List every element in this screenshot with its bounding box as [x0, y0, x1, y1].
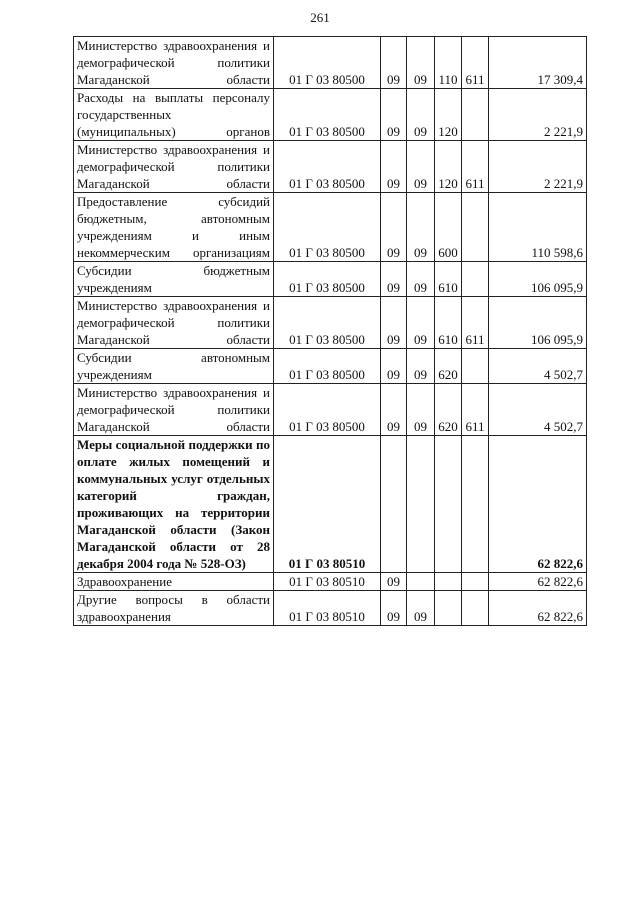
row-name-cell: Субсидии бюджетным учреждениям: [74, 262, 274, 297]
row-name-cell: Министерство здравоохранения и демографической политики Магаданской области: [74, 141, 274, 193]
admin-code-cell: [462, 262, 489, 297]
admin-code-cell: [462, 591, 489, 626]
table-row: [74, 349, 587, 384]
expense-type-cell: 620: [435, 349, 462, 384]
target-code-cell: 01 Г 03 80500: [274, 384, 381, 436]
section-cell: [381, 436, 407, 573]
target-code-cell: 01 Г 03 80500: [274, 193, 381, 262]
amount-cell: 17 309,4: [489, 37, 587, 89]
amount-cell: 106 095,9: [489, 262, 587, 297]
expense-type-cell: 610: [435, 262, 462, 297]
section-cell: 09: [381, 573, 407, 591]
amount-cell: 62 822,6: [489, 591, 587, 626]
target-code-cell: 01 Г 03 80500: [274, 37, 381, 89]
table-row: [74, 591, 587, 626]
target-code-cell: 01 Г 03 80500: [274, 297, 381, 349]
row-name-cell: Министерство здравоохранения и демографической политики Магаданской области: [74, 297, 274, 349]
table-row: [74, 573, 587, 591]
budget-table: [73, 36, 587, 626]
table-row: [74, 141, 587, 193]
table-row: [74, 193, 587, 262]
table-row: [74, 37, 587, 89]
table-row: [74, 89, 587, 141]
subsection-cell: 09: [407, 37, 435, 89]
row-name-cell: Меры социальной поддержки по оплате жилых помещений и коммунальных услуг отдельных категорий граждан, проживающих на территории Магаданской области (Закон Магаданской области от 28 декабря 2004 года № 528-ОЗ): [74, 436, 274, 573]
target-code-cell: 01 Г 03 80510: [274, 591, 381, 626]
amount-cell: 2 221,9: [489, 89, 587, 141]
amount-cell: 106 095,9: [489, 297, 587, 349]
target-code-cell: 01 Г 03 80510: [274, 436, 381, 573]
admin-code-cell: [462, 193, 489, 262]
target-code-cell: 01 Г 03 80500: [274, 349, 381, 384]
expense-type-cell: 600: [435, 193, 462, 262]
expense-type-cell: [435, 436, 462, 573]
section-cell: 09: [381, 591, 407, 626]
expense-type-cell: 620: [435, 384, 462, 436]
expense-type-cell: 120: [435, 89, 462, 141]
table-row: [74, 436, 587, 573]
row-name-cell: Предоставление субсидий бюджетным, автономным учреждениям и иным некоммерческим организациям: [74, 193, 274, 262]
subsection-cell: 09: [407, 297, 435, 349]
subsection-cell: 09: [407, 384, 435, 436]
row-name-cell: Министерство здравоохранения и демографической политики Магаданской области: [74, 384, 274, 436]
target-code-cell: 01 Г 03 80500: [274, 262, 381, 297]
admin-code-cell: 611: [462, 141, 489, 193]
amount-cell: 2 221,9: [489, 141, 587, 193]
admin-code-cell: 611: [462, 384, 489, 436]
table-row: [74, 297, 587, 349]
table-row: [74, 262, 587, 297]
subsection-cell: 09: [407, 349, 435, 384]
row-name-cell: Здравоохранение: [74, 573, 274, 591]
expense-type-cell: [435, 591, 462, 626]
section-cell: 09: [381, 141, 407, 193]
row-name-cell: Расходы на выплаты персоналу государственных (муниципальных) органов: [74, 89, 274, 141]
subsection-cell: [407, 436, 435, 573]
target-code-cell: 01 Г 03 80500: [274, 89, 381, 141]
target-code-cell: 01 Г 03 80500: [274, 141, 381, 193]
amount-cell: 62 822,6: [489, 573, 587, 591]
amount-cell: 4 502,7: [489, 384, 587, 436]
section-cell: 09: [381, 349, 407, 384]
admin-code-cell: [462, 573, 489, 591]
section-cell: 09: [381, 384, 407, 436]
section-cell: 09: [381, 37, 407, 89]
target-code-cell: 01 Г 03 80510: [274, 573, 381, 591]
subsection-cell: 09: [407, 591, 435, 626]
row-name-cell: Министерство здравоохранения и демографической политики Магаданской области: [74, 37, 274, 89]
expense-type-cell: 120: [435, 141, 462, 193]
subsection-cell: 09: [407, 141, 435, 193]
admin-code-cell: [462, 349, 489, 384]
section-cell: 09: [381, 89, 407, 141]
admin-code-cell: [462, 436, 489, 573]
page-number: 261: [310, 10, 330, 25]
amount-cell: 110 598,6: [489, 193, 587, 262]
admin-code-cell: [462, 89, 489, 141]
expense-type-cell: 110: [435, 37, 462, 89]
subsection-cell: 09: [407, 193, 435, 262]
section-cell: 09: [381, 193, 407, 262]
expense-type-cell: [435, 573, 462, 591]
subsection-cell: 09: [407, 262, 435, 297]
section-cell: 09: [381, 297, 407, 349]
amount-cell: 4 502,7: [489, 349, 587, 384]
row-name-cell: Субсидии автономным учреждениям: [74, 349, 274, 384]
admin-code-cell: 611: [462, 297, 489, 349]
section-cell: 09: [381, 262, 407, 297]
amount-cell: 62 822,6: [489, 436, 587, 573]
subsection-cell: [407, 573, 435, 591]
admin-code-cell: 611: [462, 37, 489, 89]
row-name-cell: Другие вопросы в области здравоохранения: [74, 591, 274, 626]
expense-type-cell: 610: [435, 297, 462, 349]
subsection-cell: 09: [407, 89, 435, 141]
table-row: [74, 384, 587, 436]
